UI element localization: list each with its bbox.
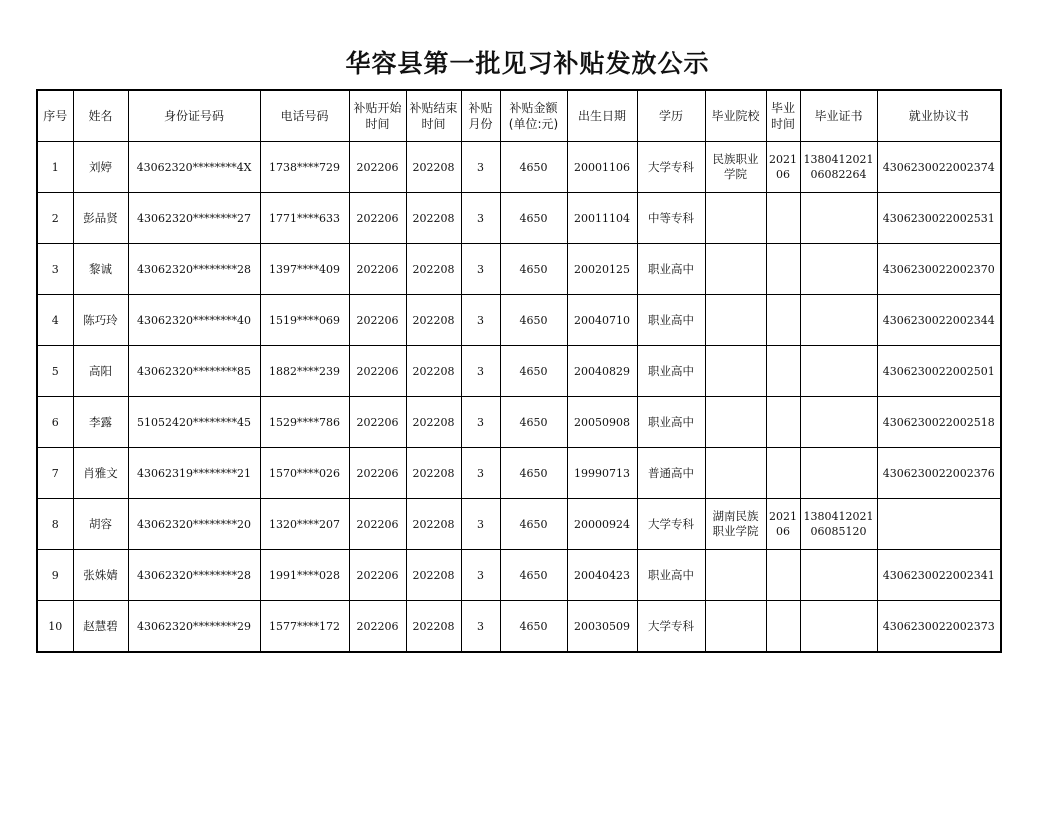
cell-name: 刘婷 [73, 142, 128, 193]
cell-phone: 1771****633 [260, 193, 349, 244]
cell-name: 高阳 [73, 346, 128, 397]
header-months-line1: 补贴 [468, 101, 493, 115]
cell-edu: 职业高中 [637, 295, 705, 346]
cell-cert [800, 550, 877, 601]
cell-agreement: 4306230022002376 [877, 448, 1001, 499]
cell-birth: 20050908 [567, 397, 637, 448]
cell-cert [800, 295, 877, 346]
cell-birth: 19990713 [567, 448, 637, 499]
cell-id: 43062320********85 [128, 346, 260, 397]
cell-end: 202208 [406, 142, 461, 193]
cell-name: 张姝婧 [73, 550, 128, 601]
cell-start: 202206 [349, 346, 406, 397]
header-amount-line2: (单位:元) [508, 117, 559, 131]
cell-months: 3 [461, 142, 500, 193]
cell-seq: 1 [37, 142, 73, 193]
cell-phone: 1570****026 [260, 448, 349, 499]
cell-school [705, 346, 766, 397]
cell-agreement: 4306230022002518 [877, 397, 1001, 448]
cell-edu: 普通高中 [637, 448, 705, 499]
header-cert: 毕业证书 [800, 90, 877, 142]
cell-gradtime [766, 295, 800, 346]
cell-school [705, 193, 766, 244]
cell-id: 43062320********20 [128, 499, 260, 550]
cell-end: 202208 [406, 499, 461, 550]
cell-amount: 4650 [500, 601, 567, 653]
cell-id: 43062320********4X [128, 142, 260, 193]
cell-gradtime [766, 346, 800, 397]
cell-agreement: 4306230022002344 [877, 295, 1001, 346]
cell-end: 202208 [406, 193, 461, 244]
table-row [37, 295, 1001, 346]
cell-seq: 4 [37, 295, 73, 346]
cell-phone: 1882****239 [260, 346, 349, 397]
table-row [37, 142, 1001, 193]
header-months-line2: 月份 [468, 117, 493, 131]
cell-end: 202208 [406, 295, 461, 346]
subsidy-table [36, 89, 1002, 653]
cell-end: 202208 [406, 550, 461, 601]
cell-school: 湖南民族职业学院 [705, 499, 766, 550]
header-amount [500, 90, 567, 142]
table-header-row [37, 90, 1001, 142]
cell-birth: 20040829 [567, 346, 637, 397]
cell-months: 3 [461, 244, 500, 295]
cell-amount: 4650 [500, 244, 567, 295]
cell-seq: 9 [37, 550, 73, 601]
header-start [349, 90, 406, 142]
cell-school [705, 550, 766, 601]
cell-end: 202208 [406, 244, 461, 295]
cell-birth: 20011104 [567, 193, 637, 244]
cell-months: 3 [461, 397, 500, 448]
cell-months: 3 [461, 448, 500, 499]
cell-phone: 1991****028 [260, 550, 349, 601]
cell-birth: 20001106 [567, 142, 637, 193]
cell-amount: 4650 [500, 499, 567, 550]
cell-phone: 1320****207 [260, 499, 349, 550]
header-gradtime-line1: 毕业 [770, 101, 795, 115]
cell-months: 3 [461, 499, 500, 550]
cell-start: 202206 [349, 295, 406, 346]
cell-phone: 1397****409 [260, 244, 349, 295]
cell-school [705, 397, 766, 448]
cell-gradtime: 202106 [766, 499, 800, 550]
cell-start: 202206 [349, 601, 406, 653]
cell-school [705, 244, 766, 295]
header-end-line2: 时间 [421, 117, 446, 131]
header-birth: 出生日期 [567, 90, 637, 142]
cell-agreement: 4306230022002501 [877, 346, 1001, 397]
cell-seq: 7 [37, 448, 73, 499]
header-seq: 序号 [37, 90, 73, 142]
cell-amount: 4650 [500, 346, 567, 397]
cell-name: 陈巧玲 [73, 295, 128, 346]
header-start-line1: 补贴开始 [353, 101, 402, 115]
cell-agreement: 4306230022002341 [877, 550, 1001, 601]
cell-cert [800, 448, 877, 499]
cell-edu: 职业高中 [637, 244, 705, 295]
table-row [37, 550, 1001, 601]
cell-months: 3 [461, 346, 500, 397]
cell-edu: 职业高中 [637, 346, 705, 397]
cell-gradtime [766, 601, 800, 653]
cell-name: 赵慧碧 [73, 601, 128, 653]
cell-start: 202206 [349, 244, 406, 295]
cell-amount: 4650 [500, 142, 567, 193]
cell-school [705, 448, 766, 499]
cell-months: 3 [461, 601, 500, 653]
cell-seq: 3 [37, 244, 73, 295]
header-gradtime [766, 90, 800, 142]
cell-id: 43062320********27 [128, 193, 260, 244]
cell-id: 43062320********29 [128, 601, 260, 653]
cell-cert: 138041202106082264 [800, 142, 877, 193]
cell-phone: 1519****069 [260, 295, 349, 346]
cell-agreement: 4306230022002373 [877, 601, 1001, 653]
cell-edu: 职业高中 [637, 550, 705, 601]
header-end [406, 90, 461, 142]
cell-agreement: 4306230022002370 [877, 244, 1001, 295]
header-name: 姓名 [73, 90, 128, 142]
header-school: 毕业院校 [705, 90, 766, 142]
cell-agreement: 4306230022002374 [877, 142, 1001, 193]
cell-cert [800, 346, 877, 397]
cell-gradtime [766, 448, 800, 499]
cell-agreement: 4306230022002531 [877, 193, 1001, 244]
cell-gradtime [766, 193, 800, 244]
cell-start: 202206 [349, 193, 406, 244]
cell-seq: 6 [37, 397, 73, 448]
cell-start: 202206 [349, 550, 406, 601]
cell-birth: 20030509 [567, 601, 637, 653]
cell-start: 202206 [349, 142, 406, 193]
cell-gradtime [766, 244, 800, 295]
cell-gradtime: 202106 [766, 142, 800, 193]
cell-months: 3 [461, 550, 500, 601]
cell-school: 民族职业学院 [705, 142, 766, 193]
cell-id: 43062320********28 [128, 550, 260, 601]
cell-id: 43062320********28 [128, 244, 260, 295]
cell-start: 202206 [349, 448, 406, 499]
header-months [461, 90, 500, 142]
cell-edu: 职业高中 [637, 397, 705, 448]
cell-end: 202208 [406, 397, 461, 448]
cell-cert [800, 244, 877, 295]
cell-amount: 4650 [500, 448, 567, 499]
cell-months: 3 [461, 295, 500, 346]
cell-id: 51052420********45 [128, 397, 260, 448]
header-phone: 电话号码 [260, 90, 349, 142]
cell-birth: 20040710 [567, 295, 637, 346]
cell-edu: 中等专科 [637, 193, 705, 244]
header-id: 身份证号码 [128, 90, 260, 142]
cell-seq: 5 [37, 346, 73, 397]
table-row [37, 448, 1001, 499]
cell-phone: 1577****172 [260, 601, 349, 653]
cell-end: 202208 [406, 346, 461, 397]
cell-name: 李露 [73, 397, 128, 448]
cell-edu: 大学专科 [637, 499, 705, 550]
cell-amount: 4650 [500, 397, 567, 448]
cell-start: 202206 [349, 499, 406, 550]
cell-name: 黎诚 [73, 244, 128, 295]
cell-seq: 2 [37, 193, 73, 244]
cell-id: 43062320********40 [128, 295, 260, 346]
cell-cert [800, 193, 877, 244]
cell-edu: 大学专科 [637, 142, 705, 193]
table-row [37, 397, 1001, 448]
cell-school [705, 601, 766, 653]
header-end-line1: 补贴结束 [409, 101, 458, 115]
table-row [37, 193, 1001, 244]
cell-cert: 138041202106085120 [800, 499, 877, 550]
cell-amount: 4650 [500, 295, 567, 346]
header-amount-line1: 补贴金额 [509, 101, 558, 115]
page-title: 华容县第一批见习补贴发放公示 [345, 49, 710, 78]
cell-birth: 20000924 [567, 499, 637, 550]
table-row [37, 346, 1001, 397]
header-start-line2: 时间 [365, 117, 390, 131]
cell-id: 43062319********21 [128, 448, 260, 499]
cell-phone: 1738****729 [260, 142, 349, 193]
cell-start: 202206 [349, 397, 406, 448]
cell-amount: 4650 [500, 550, 567, 601]
cell-seq: 10 [37, 601, 73, 653]
cell-phone: 1529****786 [260, 397, 349, 448]
cell-edu: 大学专科 [637, 601, 705, 653]
cell-birth: 20020125 [567, 244, 637, 295]
table-row [37, 601, 1001, 653]
cell-end: 202208 [406, 601, 461, 653]
header-gradtime-line2: 时间 [770, 117, 795, 131]
cell-seq: 8 [37, 499, 73, 550]
cell-name: 彭品贤 [73, 193, 128, 244]
cell-months: 3 [461, 193, 500, 244]
header-edu: 学历 [637, 90, 705, 142]
table-row [37, 499, 1001, 550]
cell-birth: 20040423 [567, 550, 637, 601]
cell-cert [800, 397, 877, 448]
table-row [37, 244, 1001, 295]
cell-agreement [877, 499, 1001, 550]
cell-cert [800, 601, 877, 653]
cell-school [705, 295, 766, 346]
cell-end: 202208 [406, 448, 461, 499]
cell-amount: 4650 [500, 193, 567, 244]
cell-gradtime [766, 550, 800, 601]
cell-gradtime [766, 397, 800, 448]
cell-name: 肖雅文 [73, 448, 128, 499]
cell-name: 胡容 [73, 499, 128, 550]
header-agreement: 就业协议书 [877, 90, 1001, 142]
